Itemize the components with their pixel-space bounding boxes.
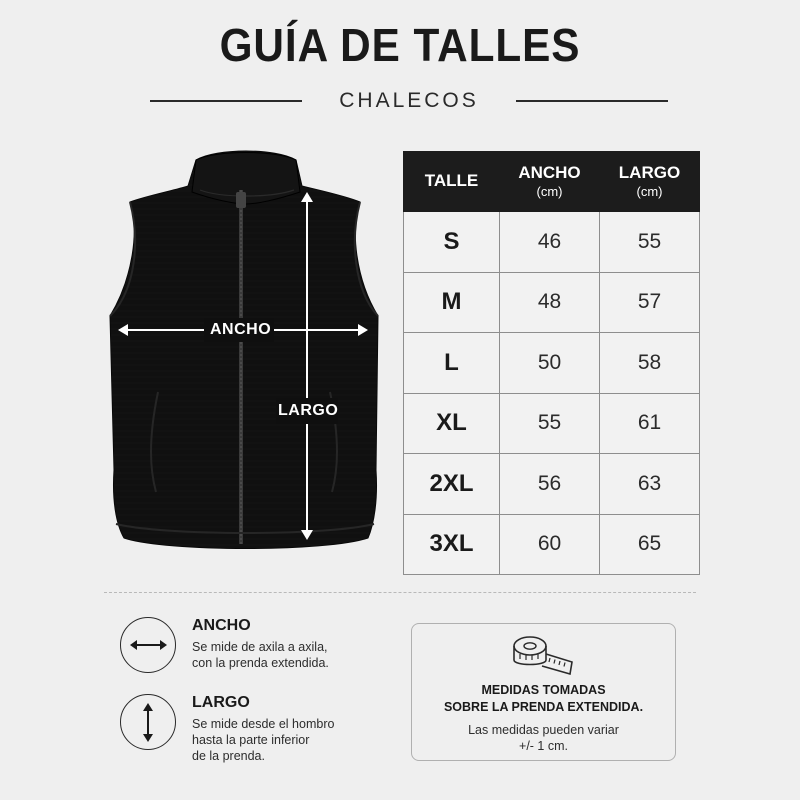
column-header-width-label: ANCHO (518, 163, 581, 182)
size-table-header-row (404, 152, 700, 212)
column-header-size (404, 152, 500, 212)
measuring-tape-icon (510, 632, 578, 678)
note-heading-line: MEDIDAS TOMADAS (481, 683, 606, 697)
column-header-length (600, 152, 700, 212)
note-text-line: Las medidas pueden variar (468, 723, 619, 737)
legend-width-text (192, 639, 382, 671)
legend-width-line: con la prenda extendida. (192, 656, 329, 670)
table-row (404, 333, 700, 394)
subtitle-divider-left (150, 100, 302, 102)
length-cell: 58 (600, 333, 700, 394)
note-text-line: +/- 1 cm. (519, 739, 568, 753)
column-header-length-label: LARGO (618, 163, 681, 182)
note-text (412, 722, 675, 754)
horizontal-arrow-icon (120, 617, 176, 673)
page-subtitle: CHALECOS (339, 89, 479, 112)
width-cell: 60 (500, 514, 600, 575)
length-cell: 65 (600, 514, 700, 575)
size-cell: S (404, 212, 500, 273)
length-cell: 55 (600, 212, 700, 273)
size-cell: 3XL (404, 514, 500, 575)
legend-width (120, 617, 390, 687)
measurement-note (411, 623, 676, 761)
vest-image (96, 140, 396, 560)
table-row (404, 212, 700, 273)
legend-length-line: de la prenda. (192, 749, 265, 763)
size-cell: M (404, 272, 500, 333)
width-cell: 50 (500, 333, 600, 394)
section-divider (104, 592, 696, 593)
length-cell: 57 (600, 272, 700, 333)
black-fleece-vest-icon (96, 140, 396, 560)
width-cell: 55 (500, 393, 600, 454)
subtitle-row (150, 88, 668, 114)
length-cell: 63 (600, 454, 700, 515)
width-cell: 48 (500, 272, 600, 333)
vertical-arrow-icon (120, 694, 176, 750)
size-cell: 2XL (404, 454, 500, 515)
legend-length-line: hasta la parte inferior (192, 733, 310, 747)
column-header-width (500, 152, 600, 212)
note-heading-line: SOBRE LA PRENDA EXTENDIDA. (443, 700, 644, 714)
column-header-length-unit: (cm) (636, 183, 663, 199)
width-cell: 46 (500, 212, 600, 273)
length-cell: 61 (600, 393, 700, 454)
length-arrow-label: LARGO (278, 402, 339, 419)
note-heading (412, 682, 675, 716)
legend-length-line: Se mide desde el hombro (192, 717, 335, 731)
table-row (404, 514, 700, 575)
page-title: GUÍA DE TALLES (219, 19, 581, 71)
size-table (403, 151, 700, 575)
table-row (404, 272, 700, 333)
table-row (404, 393, 700, 454)
subtitle-divider-right (516, 100, 668, 102)
width-arrow-label: ANCHO (210, 321, 272, 338)
legend-length-text (192, 716, 382, 764)
legend-width-line: Se mide de axila a axila, (192, 640, 328, 654)
legend-width-title: ANCHO (192, 617, 251, 634)
size-cell: L (404, 333, 500, 394)
column-header-width-unit: (cm) (536, 183, 563, 199)
table-row (404, 454, 700, 515)
legend-length-title: LARGO (192, 694, 250, 711)
column-header-size-label: TALLE (424, 171, 479, 191)
width-cell: 56 (500, 454, 600, 515)
size-cell: XL (404, 393, 500, 454)
legend-length (120, 694, 390, 774)
